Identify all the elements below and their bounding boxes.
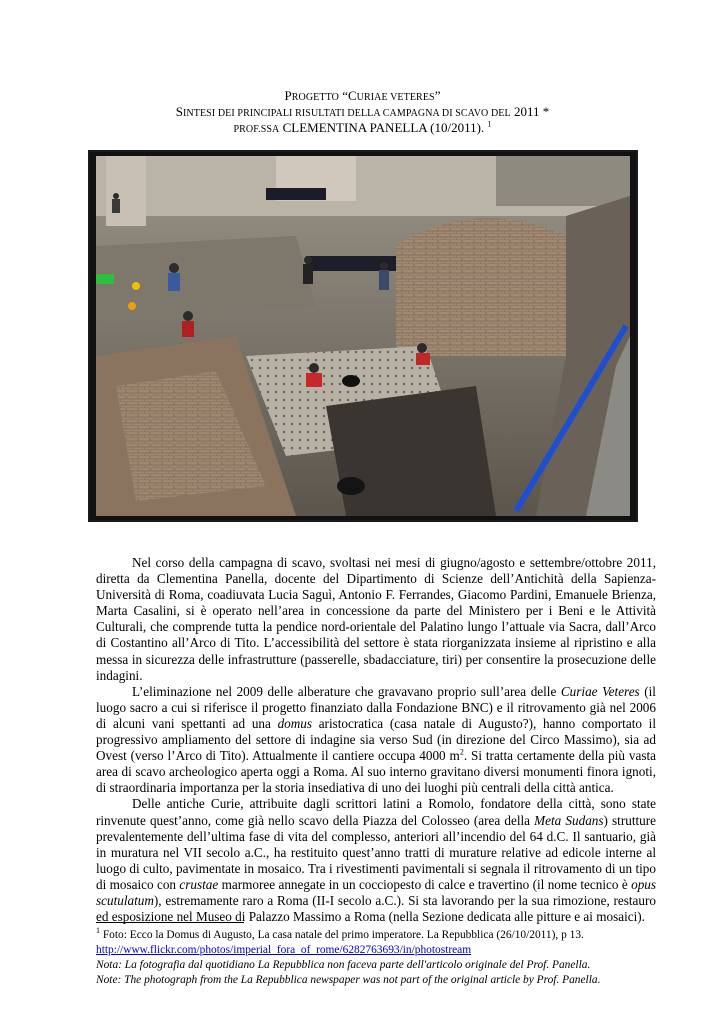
excavation-photo-illustration (96, 156, 630, 516)
title-line-1: PROGETTO “CURIAE VETERES” (284, 88, 441, 103)
title-line-2: SINTESI DEI PRINCIPALI RISULTATI DELLA CAMPAGNA DI SCAVO DEL 2011 * (175, 104, 550, 119)
excavation-photo (88, 150, 638, 522)
footnote-separator (96, 922, 244, 923)
footnotes (96, 928, 676, 988)
note-english: Note: The photograph from the La Repubblica newspaper was not part of the original article by Prof. Panella. (96, 974, 601, 986)
flickr-photo-link[interactable]: http://www.flickr.com/photos/imperial_fora_of_rome/6282763693/in/photostream (96, 944, 472, 956)
body-text (96, 555, 656, 925)
footnote-1: $^1$ Foto: Ecco la Domus di Augusto, La casa natale del primo imperatore. La Repubblica (26/10/2011), p 13. (96, 926, 584, 941)
note-italian: Nota: La fotografia dal quotidiano La Repubblica non faceva parte dell'articolo originale del Prof. Panella. (96, 959, 591, 971)
paragraph-1: Nel corso della campagna di scavo, svoltasi nei mesi di giugno/agosto e settembre/ottobre 2011, diretta da Clementina Panella, docente del Dipartimento di Scienze dell’Antichità della Sapienza-Università di Roma, coadiuvata Lucia Saguì, Antonio F. Ferrandes, Giacomo Pardini, Emanuele Brienza, Marta Casalini, si è operato nell’area in concessione da parte del Ministero per i Beni e le Attività Culturali, che comprende tutta la pendice nord-orientale del Palatino lungo l’attuale via Sacra, dall’Arco di Costantino all’Arco di Tito. L’accessibilità del settore è stata riorganizzata insieme al ripristino e alla messa in sicurezza delle infrastrutture (passerelle, sbadacciature, tiri) per consentire la prosecuzione delle indagini. (96, 555, 656, 683)
paragraph-3: Delle antiche Curie, attribuite dagli scrittori latini a Romolo, fondatore della città, sono state rinvenute quest’anno, come già nello scavo della Piazza del Colosseo (area della Meta Sudans) strutture prevalentemente dell’ultima fase di vita del complesso, anteriori all’incendio del 64 d.C. Il santuario, già in muratura nel VII secolo a.C., ha restituito quest’anno tratti di murature relative ad edicole interne al luogo di culto, pavimentate in mosaico. Tra i rivestimenti pavimentali si segnala il ritrovamento di un tipo di mosaico con crustae marmoree annegate in un cocciopesto di calce e travertino (il nome tecnico è opus scutulatum), estremamente raro a Roma (II-I secolo a.C.). Si sta lavorando per la sua rimozione, restauro ed esposizione nel Museo di Palazzo Massimo a Roma (nella Sezione dedicata alle pitture e ai mosaici). (96, 796, 657, 925)
author-line: PROF.SSA CLEMENTINA PANELLA (10/2011). $^1$ (233, 119, 492, 135)
paragraph-2: L’eliminazione nel 2009 delle alberature che gravavano proprio sull’area delle Curiae Veteres (il luogo sacro a cui si riferisce il progetto finanziato dalla Fondazione BNC) e il ritrovamento già nel 2006 di alcuni vani spettanti ad una domus aristocratica (casa natale di Augusto?), hanno comportato il progressivo ampliamento del settore di indagine sia verso Sud (in direzione del Circo Massimo), sia ad Ovest (verso l’Arco di Tito). Attualmente il cantiere occupa 4000 $m^2$. Si tratta certamente della più vasta area di scavo archeologico aperta oggi a Roma. Al suo interno gravitano diversi monumenti finora ignoti, di straordinaria importanza per la storia insediativa di uno dei luoghi più centrali della città antica. (96, 683, 656, 796)
